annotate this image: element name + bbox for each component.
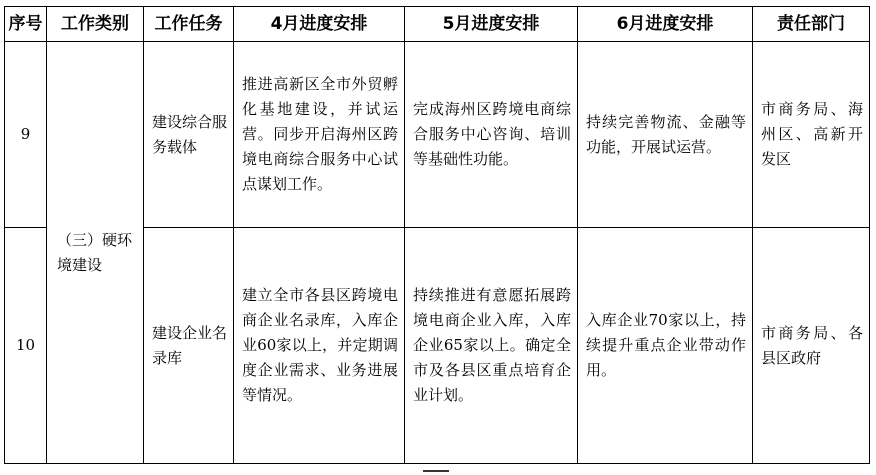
header-april: 4月进度安排	[234, 7, 405, 42]
header-may: 5月进度安排	[405, 7, 578, 42]
table-row	[5, 42, 870, 228]
row-task: 建设企业名录库	[144, 228, 234, 464]
header-task: 工作任务	[144, 7, 234, 42]
header-dept: 责任部门	[753, 7, 870, 42]
page-divider	[423, 470, 449, 472]
row-june: 入库企业70家以上，持续提升重点企业带动作用。	[578, 228, 753, 464]
row-seq: 9	[5, 42, 47, 228]
row-dept: 市商务局、各县区政府	[753, 228, 870, 464]
row-seq: 10	[5, 228, 47, 464]
header-category: 工作类别	[47, 7, 144, 42]
row-april: 推进高新区全市外贸孵化基地建设，并试运营。同步开启海州区跨境电商综合服务中心试点谋划工作。	[234, 42, 405, 228]
row-june: 持续完善物流、金融等功能，开展试运营。	[578, 42, 753, 228]
row-dept: 市商务局、海州区、高新开发区	[753, 42, 870, 228]
row-april: 建立全市各县区跨境电商企业名录库，入库企业60家以上，并定期调度企业需求、业务进展等情况。	[234, 228, 405, 464]
category-cell: （三）硬环境建设	[47, 42, 144, 464]
header-seq: 序号	[5, 7, 47, 42]
row-may: 持续推进有意愿拓展跨境电商企业入库，入库企业65家以上。确定全市及各县区重点培育企业计划。	[405, 228, 578, 464]
header-row	[5, 7, 870, 42]
schedule-table	[4, 6, 870, 464]
row-may: 完成海州区跨境电商综合服务中心咨询、培训等基础性功能。	[405, 42, 578, 228]
row-task: 建设综合服务载体	[144, 42, 234, 228]
header-june: 6月进度安排	[578, 7, 753, 42]
